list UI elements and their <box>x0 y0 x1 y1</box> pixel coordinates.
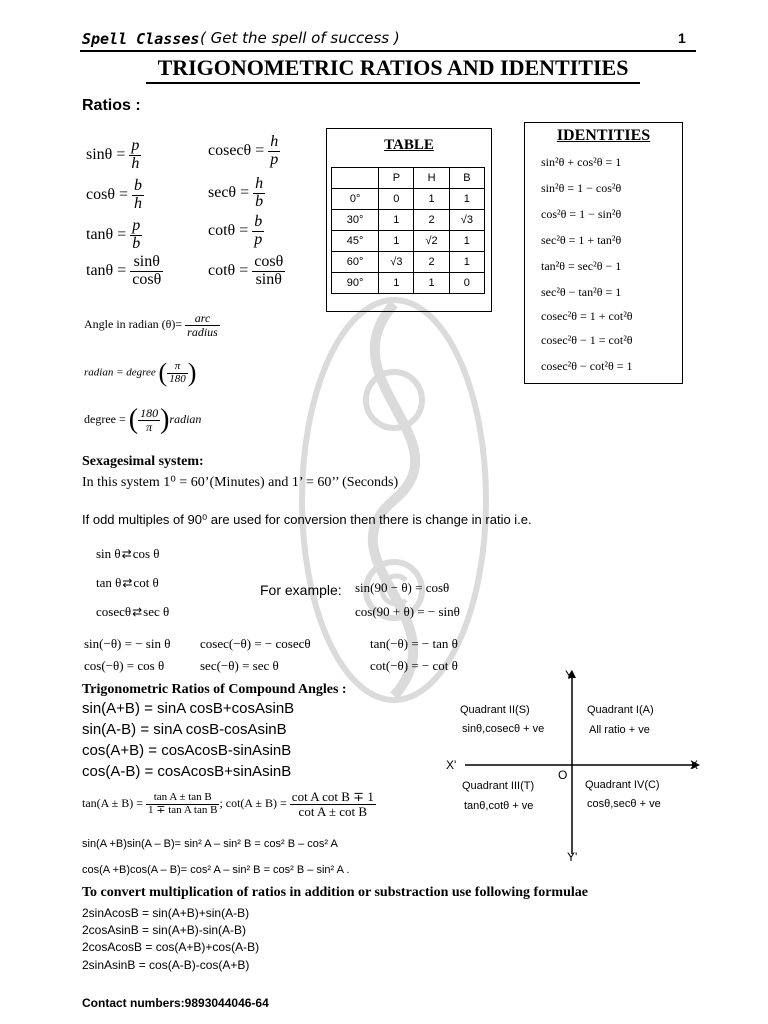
table-row: 45° 1 √2 1 <box>332 231 485 252</box>
quadrant-axes <box>440 664 710 874</box>
conversion-row: tan θ⇄cot θ <box>96 575 159 590</box>
identity-item: cosec²θ − cot²θ = 1 <box>541 359 633 373</box>
brand-tagline: ( Get the spell of success ) <box>200 29 400 47</box>
tan-cot-compound: tan(A ± B) = $\frac{\text{tan A ± tan B}}{\text{1 ∓ tan A tan B}}$ ; cot(A ± B) = $\frac{\text{cot A cot B ∓ 1}}{\text{cot A ± cot B}}$ <box>82 789 374 819</box>
table-row: 60° √3 2 1 <box>332 252 485 273</box>
identities-title: IDENTITIES <box>556 127 651 144</box>
formula-cot-quotient: cotθ = $\frac{\cos\theta}{\sin\theta}$ <box>208 253 284 288</box>
identity-item: sec²θ = 1 + tan²θ <box>541 233 622 247</box>
compound-line: cos(A+B) = cosAcosB-sinAsinB <box>82 742 292 759</box>
example-line-2: cos(90 + θ) = − sinθ <box>355 604 460 619</box>
table-row: 30° 1 2 √3 <box>332 210 485 231</box>
table-row: 90° 1 1 0 <box>332 273 485 294</box>
multiplication-heading: To convert multiplication of ratios in addition or substraction use following formulae <box>82 885 588 900</box>
identity-item: cos²θ = 1 − sin²θ <box>541 207 622 221</box>
contact-numbers: Contact numbers:9893044046-64 <box>82 996 269 1010</box>
formula-cot: cotθ = $\frac{b}{p}$ <box>208 213 263 248</box>
neg-cos: cos(−θ) = cos θ <box>84 658 165 673</box>
values-table <box>331 167 485 294</box>
table-row: 0° 0 1 1 <box>332 189 485 210</box>
sin-product-identity: sin(A +B)sin(A – B)= sin² A – sin² B = cos² B – cos² A <box>82 838 338 850</box>
y-axis-label: Y <box>565 668 574 682</box>
formula-sec: secθ = $\frac{h}{b}$ <box>208 175 264 210</box>
example-label: For example: <box>260 582 342 598</box>
sexagesimal-heading: Sexagesimal system: <box>82 454 204 469</box>
formula-sin: sinθ = $\frac{p}{h}$ <box>86 137 140 172</box>
conversion-row: cosecθ⇄sec θ <box>96 604 170 619</box>
neg-tan: tan(−θ) = − tan θ <box>370 636 458 651</box>
brand-name: Spell Classes <box>82 30 200 48</box>
radian-formula: radian = degree ( $\frac{\pi}{180}$ ) <box>84 358 197 387</box>
identity-item: cosec²θ − 1 = cot²θ <box>541 333 633 347</box>
quadrant-2-text: sinθ,cosecθ + ve <box>462 723 545 735</box>
quadrant-4-title: Quadrant IV(C) <box>585 779 660 791</box>
angle-in-radian: Angle in radian (θ)= $\frac{\text{arc}}{\text{radius}}$ <box>84 311 218 339</box>
table-header-row: P H B <box>332 168 485 189</box>
x-axis-label: X <box>690 758 699 772</box>
formula-cos: cosθ = $\frac{b}{h}$ <box>86 177 143 212</box>
page-title: TRIGONOMETRIC RATIOS AND IDENTITIES <box>157 55 629 80</box>
quadrant-4-text: cosθ,secθ + ve <box>587 798 661 810</box>
conversion-row: sin θ⇄cos θ <box>96 546 160 561</box>
multiplication-line: 2sinAcosB = sin(A+B)+sin(A-B) <box>82 906 250 920</box>
neg-sin: sin(−θ) = − sin θ <box>84 636 171 651</box>
quadrant-1-title: Quadrant I(A) <box>587 704 654 716</box>
formula-cosec: cosecθ = $\frac{h}{p}$ <box>208 133 279 168</box>
neg-cosec: cosec(−θ) = − cosecθ <box>200 636 311 651</box>
quadrant-3-text: tanθ,cotθ + ve <box>464 800 534 812</box>
multiplication-line: 2sinAsinB = cos(A-B)-cos(A+B) <box>82 958 250 972</box>
page-number: 1 <box>678 30 686 46</box>
table-title: TABLE <box>384 137 434 153</box>
compound-heading: Trigonometric Ratios of Compound Angles : <box>82 682 347 697</box>
cos-product-identity: cos(A +B)cos(A – B)= cos² A – sin² B = cos² B – sin² A . <box>82 864 350 876</box>
y-neg-axis-label: Y' <box>567 850 578 864</box>
quadrant-3-title: Quadrant III(T) <box>462 780 535 792</box>
x-neg-axis-label: X' <box>446 758 457 772</box>
neg-cot: cot(−θ) = − cot θ <box>370 658 458 673</box>
compound-line: cos(A-B) = cosAcosB+sinAsinB <box>82 763 292 780</box>
odd-multiples-note: If odd multiples of 90⁰ are used for conversion then there is change in ratio i.e. <box>82 512 532 527</box>
identity-item: sin²θ + cos²θ = 1 <box>541 155 622 169</box>
neg-sec: sec(−θ) = sec θ <box>200 658 279 673</box>
multiplication-line: 2cosAsinB = sin(A+B)-sin(A-B) <box>82 923 247 937</box>
formula-tan: tanθ = $\frac{p}{b}$ <box>86 217 141 252</box>
identities-box <box>524 122 683 384</box>
identity-item: cosec²θ = 1 + cot²θ <box>541 309 633 323</box>
compound-line: sin(A+B) = sinA cosB+cosAsinB <box>82 700 295 717</box>
header-rule <box>80 50 696 52</box>
title-underline <box>146 82 640 84</box>
origin-label: O <box>558 768 568 782</box>
identity-item: sin²θ = 1 − cos²θ <box>541 181 622 195</box>
degree-formula: degree = ( $\frac{180}{\pi}$ )radian <box>84 404 202 435</box>
values-table-box <box>326 128 492 312</box>
ratios-heading: Ratios : <box>82 97 141 114</box>
identity-item: sec²θ − tan²θ = 1 <box>541 285 622 299</box>
quadrant-2-title: Quadrant II(S) <box>460 704 530 716</box>
example-line-1: sin(90 − θ) = cosθ <box>355 580 450 595</box>
compound-line: sin(A-B) = sinA cosB-cosAsinB <box>82 721 287 738</box>
multiplication-line: 2cosAcosB = cos(A+B)+cos(A-B) <box>82 940 260 954</box>
identity-item: tan²θ = sec²θ − 1 <box>541 259 622 273</box>
quadrant-1-text: All ratio + ve <box>589 724 650 736</box>
formula-tan-quotient: tanθ = $\frac{\sin\theta}{\cos\theta}$ <box>86 253 162 288</box>
sexagesimal-text: In this system 1⁰ = 60’(Minutes) and 1’ = 60’’ (Seconds) <box>82 475 399 490</box>
